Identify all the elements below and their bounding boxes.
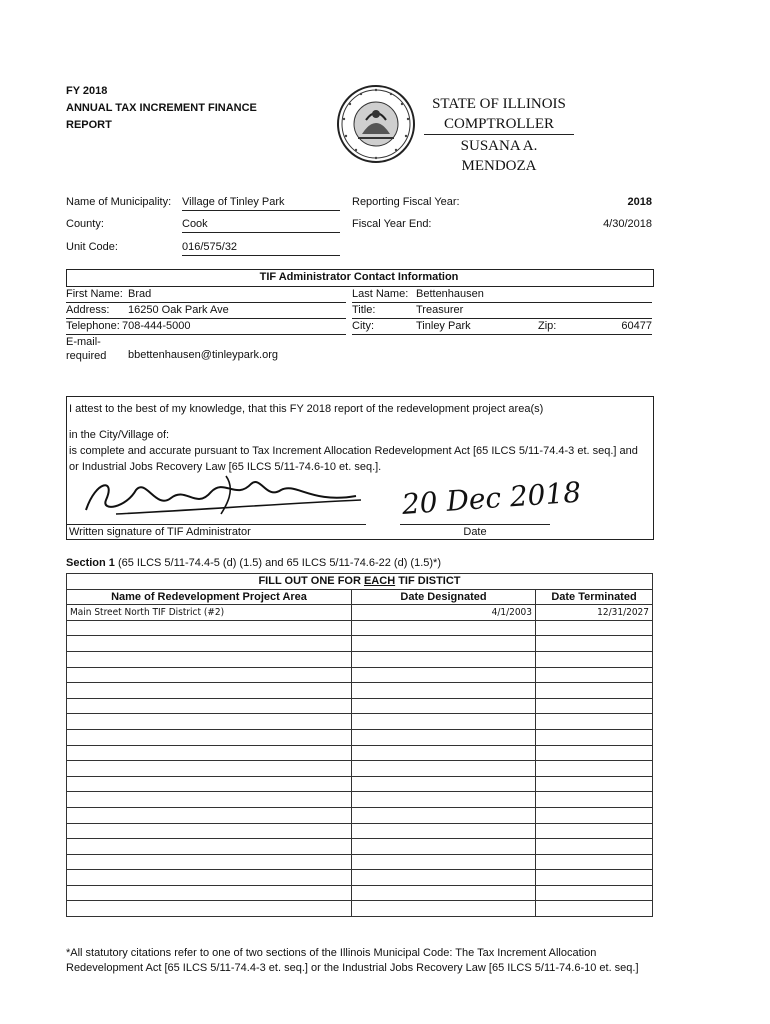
table-title-pre: FILL OUT ONE FOR [258, 575, 364, 588]
cell-date-terminated [536, 870, 653, 886]
table-row [67, 761, 653, 777]
table-row [67, 776, 653, 792]
section1-label: Section 1 [66, 557, 115, 569]
cell-date-terminated [536, 776, 653, 792]
cell-project-area [67, 651, 352, 667]
title-label: Title: [352, 304, 376, 316]
section1-citation: (65 ILCS 5/11-74.4-5 (d) (1.5) and 65 ILCS 5/11-74.6-22 (d) (1.5)*) [114, 557, 441, 569]
table-header-row [67, 589, 653, 605]
cell-date-terminated [536, 761, 653, 777]
table-row [67, 667, 653, 683]
table-row [67, 745, 653, 761]
table-row [67, 870, 653, 886]
attestation-line3: is complete and accurate pursuant to Tax Increment Allocation Redevelopment Act [65 ILCS 5/11-74.4-3 et. seq.] and [69, 445, 638, 457]
cell-project-area [67, 901, 352, 917]
col-header-designated: Date Designated [352, 589, 536, 605]
cell-project-area [67, 636, 352, 652]
section1-heading [66, 557, 441, 569]
cell-date-designated [352, 714, 536, 730]
first-name-value: Brad [128, 288, 152, 300]
last-name-label: Last Name: [352, 288, 409, 300]
footnote [66, 946, 639, 976]
cell-project-area [67, 683, 352, 699]
table-row [67, 792, 653, 808]
date-caption: Date [463, 526, 487, 538]
city-rule [352, 334, 652, 335]
email-label [66, 335, 106, 363]
state-seal-icon [336, 84, 416, 164]
cell-date-designated [352, 651, 536, 667]
handwritten-signature-icon [76, 470, 376, 522]
table-row [67, 854, 653, 870]
cell-date-terminated [536, 807, 653, 823]
cell-project-area [67, 854, 352, 870]
cell-date-terminated [536, 729, 653, 745]
header-title: ANNUAL TAX INCREMENT FINANCE [66, 102, 257, 114]
signature-caption: Written signature of TIF Administrator [69, 526, 251, 538]
cell-date-terminated [536, 698, 653, 714]
address-label: Address: [66, 304, 110, 316]
cell-date-terminated [536, 745, 653, 761]
col-header-name: Name of Redevelopment Project Area [67, 589, 352, 605]
comptroller-state: STATE OF ILLINOIS [432, 96, 566, 112]
table-row [67, 714, 653, 730]
table-row [67, 901, 653, 917]
attestation-line2: in the City/Village of: [69, 429, 170, 441]
cell-date-designated [352, 683, 536, 699]
cell-date-terminated [536, 854, 653, 870]
table-row [67, 729, 653, 745]
table-title [67, 574, 653, 590]
cell-date-designated [352, 698, 536, 714]
table-row [67, 823, 653, 839]
cell-project-area [67, 792, 352, 808]
cell-project-area [67, 698, 352, 714]
county-value: Cook [182, 218, 340, 233]
unit-code-value: 016/575/32 [182, 241, 340, 256]
cell-date-terminated [536, 651, 653, 667]
cell-project-area [67, 885, 352, 901]
table-row [67, 885, 653, 901]
attestation-line4: or Industrial Jobs Recovery Law [65 ILCS 5/11-74.6-10 et. seq.]. [69, 461, 382, 473]
cell-date-designated [352, 792, 536, 808]
cell-date-designated [352, 729, 536, 745]
cell-date-terminated [536, 636, 653, 652]
address-value: 16250 Oak Park Ave [128, 304, 229, 316]
cell-project-area [67, 729, 352, 745]
cell-date-terminated [536, 620, 653, 636]
address-rule [66, 318, 346, 319]
municipality-label: Name of Municipality: [66, 196, 172, 208]
fiscal-end-value: 4/30/2018 [603, 218, 652, 230]
first-name-rule [66, 302, 346, 303]
table-row [67, 839, 653, 855]
cell-date-designated [352, 885, 536, 901]
fiscal-end-label: Fiscal Year End: [352, 218, 432, 230]
cell-date-designated [352, 636, 536, 652]
last-name-value: Bettenhausen [416, 288, 484, 300]
cell-date-designated [352, 745, 536, 761]
attestation-line1: I attest to the best of my knowledge, that this FY 2018 report of the redevelopment project area(s) [69, 403, 544, 415]
telephone-value: 708-444-5000 [122, 320, 191, 332]
unit-code-label: Unit Code: [66, 241, 118, 253]
cell-project-area [67, 823, 352, 839]
last-name-rule [352, 302, 652, 303]
report-header [66, 83, 257, 134]
table-row [67, 651, 653, 667]
city-label: City: [352, 320, 374, 332]
cell-date-terminated: 12/31/2027 [536, 605, 653, 621]
cell-date-designated [352, 823, 536, 839]
comptroller-name: SUSANA A. MENDOZA [460, 138, 538, 174]
table-row [67, 636, 653, 652]
cell-date-designated [352, 776, 536, 792]
cell-date-terminated [536, 839, 653, 855]
cell-date-designated [352, 901, 536, 917]
cell-project-area [67, 761, 352, 777]
cell-project-area [67, 667, 352, 683]
table-row [67, 698, 653, 714]
telephone-label: Telephone: [66, 320, 120, 332]
signature-line [66, 524, 366, 525]
cell-date-designated [352, 807, 536, 823]
zip-value: 60477 [621, 320, 652, 332]
cell-date-terminated [536, 667, 653, 683]
cell-project-area: Main Street North TIF District (#2) [67, 605, 352, 621]
cell-project-area [67, 807, 352, 823]
cell-date-designated [352, 620, 536, 636]
cell-date-designated [352, 870, 536, 886]
footnote-line1: *All statutory citations refer to one of two sections of the Illinois Municipal Code: The Tax Increment Allocation [66, 947, 597, 959]
zip-label: Zip: [538, 320, 557, 332]
cell-date-terminated [536, 792, 653, 808]
cell-date-designated [352, 839, 536, 855]
title-value: Treasurer [416, 304, 464, 316]
cell-project-area [67, 620, 352, 636]
first-name-label: First Name: [66, 288, 123, 300]
city-value: Tinley Park [416, 320, 471, 332]
table-title-post: TIF DISTICT [395, 575, 461, 588]
cell-date-terminated [536, 823, 653, 839]
cell-date-designated [352, 854, 536, 870]
cell-date-terminated [536, 901, 653, 917]
cell-date-terminated [536, 714, 653, 730]
cell-project-area [67, 714, 352, 730]
telephone-rule [66, 334, 346, 335]
county-label: County: [66, 218, 104, 230]
attestation-text [69, 401, 638, 475]
table-title-row [67, 574, 653, 590]
header-report: REPORT [66, 119, 112, 131]
table-row [67, 605, 653, 621]
date-line [400, 524, 550, 525]
cell-project-area [67, 839, 352, 855]
footnote-line2: Redevelopment Act [65 ILCS 5/11-74.4-3 et. seq.] or the Industrial Jobs Recovery Law [65 ILCS 5/11-74.6-10 et. seq.] [66, 962, 639, 974]
cell-project-area [67, 776, 352, 792]
cell-project-area [67, 870, 352, 886]
fiscal-year-value: 2018 [627, 196, 652, 208]
cell-date-designated [352, 761, 536, 777]
comptroller-block [424, 94, 574, 134]
comptroller-rule [424, 134, 574, 135]
cell-date-terminated [536, 885, 653, 901]
cell-date-designated [352, 667, 536, 683]
email-label-line1: E-mail- [66, 336, 101, 348]
handwritten-date: 20 Dec 2018 [400, 475, 583, 521]
email-label-line2: required [66, 350, 107, 362]
cell-date-designated: 4/1/2003 [352, 605, 536, 621]
table-title-each: EACH [363, 575, 396, 588]
header-fy: FY 2018 [66, 85, 108, 97]
table-row [67, 807, 653, 823]
contact-section-title: TIF Administrator Contact Information [259, 271, 459, 283]
cell-date-terminated [536, 683, 653, 699]
municipality-value: Village of Tinley Park [182, 196, 340, 211]
table-row [67, 683, 653, 699]
title-rule [352, 318, 652, 319]
tif-district-table [66, 573, 653, 917]
cell-project-area [67, 745, 352, 761]
fiscal-year-label: Reporting Fiscal Year: [352, 196, 460, 208]
col-header-terminated: Date Terminated [536, 589, 653, 605]
email-value: bbettenhausen@tinleypark.org [128, 349, 278, 361]
comptroller-office: COMPTROLLER [443, 116, 554, 132]
table-row [67, 620, 653, 636]
